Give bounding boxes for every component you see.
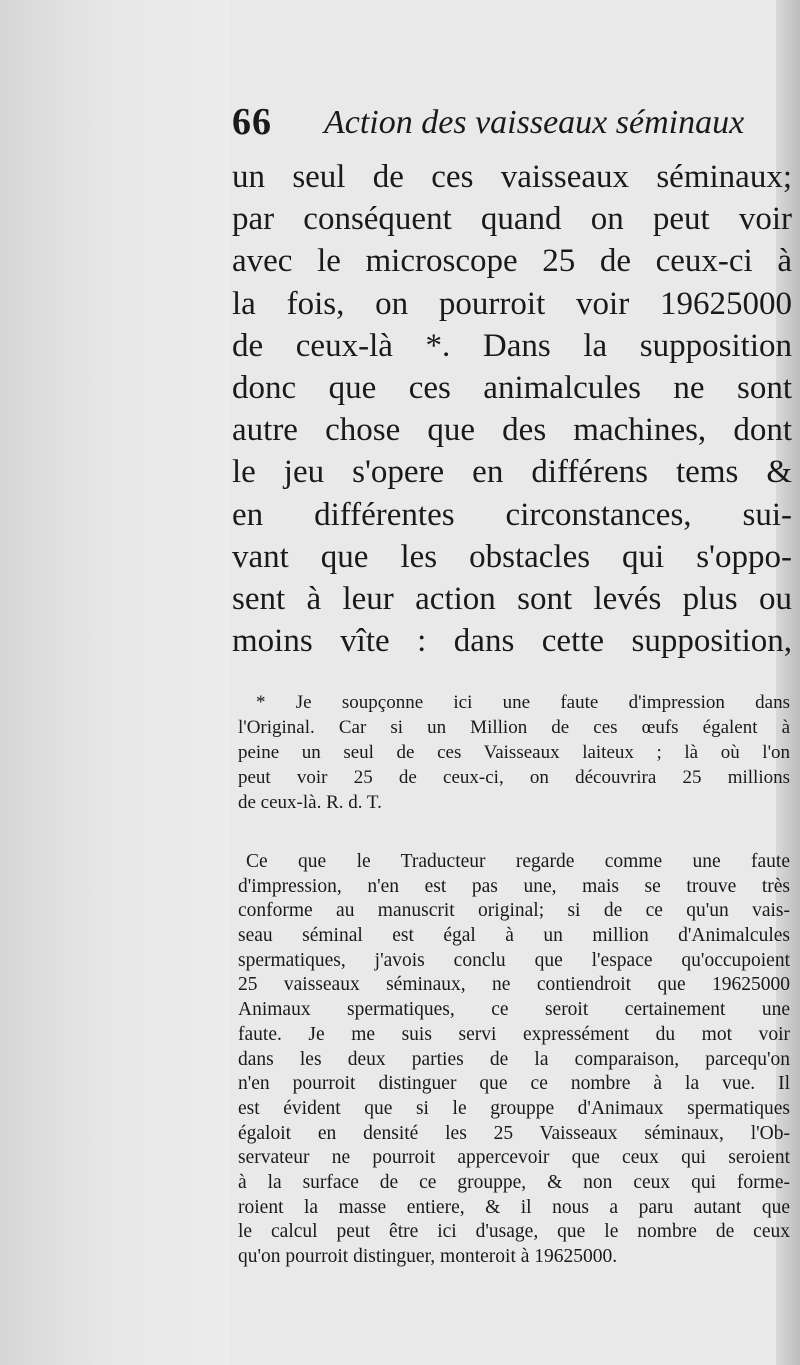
- note-line: égaloit en densité les 25 Vaisseaux séminaux, l'Ob-: [238, 1122, 790, 1144]
- note-line: spermatiques, j'avois conclu que l'espace qu'occupoient: [238, 949, 790, 971]
- text-line: un seul de ces vaisseaux séminaux;: [232, 159, 792, 195]
- text-line: la fois, on pourroit voir 19625000: [232, 285, 792, 322]
- translator-footnote: [238, 690, 790, 815]
- footnote-line: l'Original. Car si un Million de ces œufs égalent à: [238, 717, 790, 738]
- footnote-line: * Je soupçonne ici une faute d'impression dans: [256, 692, 790, 713]
- footnote-line: peine un seul de ces Vaisseaux laiteux ; là où l'on: [238, 742, 790, 763]
- note-line: 25 vaisseaux séminaux, ne contiendroit que 19625000: [238, 974, 790, 996]
- footnote-line: peut voir 25 de ceux-ci, on découvrira 25 millions: [238, 767, 790, 788]
- main-text: [232, 156, 792, 662]
- note-line: roient la masse entiere, & il nous a paru autant que: [238, 1196, 790, 1218]
- text-line: avec le microscope 25 de ceux-ci à: [232, 243, 792, 280]
- text-line: de ceux-là *. Dans la supposition: [232, 327, 792, 364]
- author-reply-note: [238, 850, 790, 1270]
- page-number: 66: [232, 101, 272, 143]
- note-line: dans les deux parties de la comparaison, parcequ'on: [238, 1048, 790, 1070]
- note-line: seau séminal est égal à un million d'Animalcules: [238, 925, 790, 947]
- footnote-line: de ceux-là. R. d. T.: [238, 792, 382, 813]
- text-line: vant que les obstacles qui s'oppo-: [232, 538, 792, 575]
- text-line: moins vîte : dans cette supposition,: [232, 623, 792, 660]
- note-line: qu'on pourroit distinguer, monteroit à 19625000.: [238, 1246, 618, 1267]
- note-line: faute. Je me suis servi expressément du mot voir: [238, 1023, 790, 1045]
- note-line: servateur ne pourroit appercevoir que ceux qui seroient: [238, 1147, 790, 1169]
- note-line: Animaux spermatiques, ce seroit certainement une: [238, 999, 790, 1021]
- note-line: est évident que si le grouppe d'Animaux spermatiques: [238, 1097, 790, 1119]
- text-line: donc que ces animalcules ne sont: [232, 369, 792, 406]
- note-line: à la surface de ce grouppe, & non ceux qui forme-: [238, 1171, 790, 1193]
- text-line: par conséquent quand on peut voir: [232, 201, 792, 238]
- page-header: [232, 100, 792, 152]
- text-line: autre chose que des machines, dont: [232, 412, 792, 449]
- running-head: Action des vaisseaux séminaux: [324, 104, 745, 141]
- note-line: conforme au manuscrit original; si de ce qu'un vais-: [238, 900, 790, 922]
- note-line: n'en pourroit distinguer que ce nombre à la vue. Il: [238, 1073, 790, 1095]
- text-line: en différentes circonstances, sui-: [232, 496, 792, 533]
- text-line: le jeu s'opere en différens tems &: [232, 454, 792, 491]
- note-line: le calcul peut être ici d'usage, que le nombre de ceux: [238, 1221, 790, 1243]
- note-line: Ce que le Traducteur regarde comme une faute: [246, 851, 790, 872]
- note-line: d'impression, n'en est pas une, mais se trouve très: [238, 875, 790, 897]
- text-line: sent à leur action sont levés plus ou: [232, 580, 792, 617]
- page-shading: [0, 0, 230, 1365]
